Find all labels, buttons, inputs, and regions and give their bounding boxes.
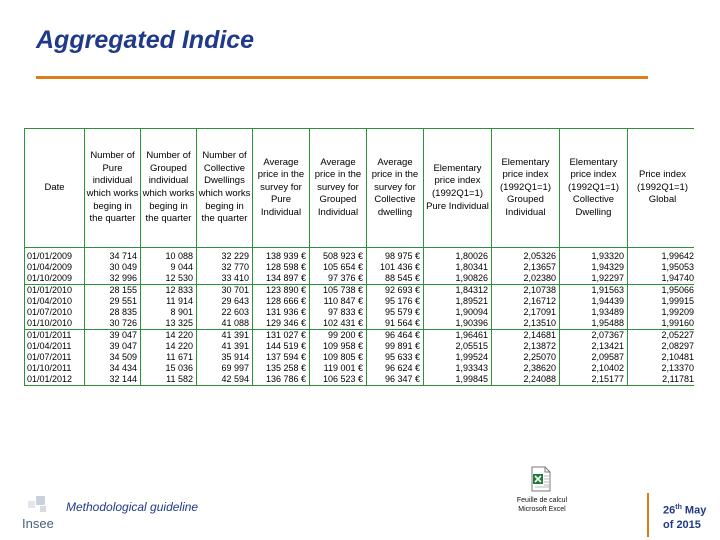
table-cell: 99 200 € xyxy=(310,330,367,342)
table-row xyxy=(25,307,695,318)
table-cell: 28 835 xyxy=(85,307,141,318)
table-cell: 2,10481 xyxy=(628,352,695,363)
table-cell: 102 431 € xyxy=(310,318,367,330)
table-header-row xyxy=(25,129,695,248)
table-cell: 69 997 xyxy=(197,363,253,374)
table-cell-date: 01/04/2009 xyxy=(25,262,85,273)
table-cell: 131 027 € xyxy=(253,330,310,342)
table-cell: 508 923 € xyxy=(310,248,367,263)
table-cell: 2,09587 xyxy=(560,352,628,363)
table-cell: 2,13510 xyxy=(492,318,560,330)
table-cell: 91 564 € xyxy=(367,318,424,330)
table-cell: 2,17091 xyxy=(492,307,560,318)
date-month: May xyxy=(681,504,707,517)
table-cell: 1,95066 xyxy=(628,285,695,297)
table-cell: 1,90396 xyxy=(424,318,492,330)
table-cell: 129 346 € xyxy=(253,318,310,330)
table-cell: 15 036 xyxy=(141,363,197,374)
table-row xyxy=(25,318,695,330)
table-cell: 2,16712 xyxy=(492,296,560,307)
table-cell: 30 726 xyxy=(85,318,141,330)
excel-file-icon[interactable] xyxy=(530,466,552,492)
table-cell: 109 805 € xyxy=(310,352,367,363)
table-row xyxy=(25,363,695,374)
table-cell: 101 436 € xyxy=(367,262,424,273)
table-cell: 39 047 xyxy=(85,341,141,352)
column-header: Average price in the survey for Pure Individual xyxy=(253,129,310,248)
table-cell: 106 523 € xyxy=(310,374,367,386)
table-cell: 2,10402 xyxy=(560,363,628,374)
date-box xyxy=(647,493,715,537)
table-cell: 96 347 € xyxy=(367,374,424,386)
table-cell: 1,95488 xyxy=(560,318,628,330)
table-cell-date: 01/01/2012 xyxy=(25,374,85,386)
table-cell: 41 088 xyxy=(197,318,253,330)
table-cell: 128 598 € xyxy=(253,262,310,273)
table-cell-date: 01/10/2011 xyxy=(25,363,85,374)
table-cell: 41 391 xyxy=(197,341,253,352)
table-cell: 1,80026 xyxy=(424,248,492,263)
footer-guideline: Methodological guideline xyxy=(66,500,199,514)
table-cell: 11 914 xyxy=(141,296,197,307)
table-row xyxy=(25,262,695,273)
table-cell: 88 545 € xyxy=(367,273,424,285)
table-cell: 14 220 xyxy=(141,341,197,352)
table-cell: 1,90826 xyxy=(424,273,492,285)
table-cell: 28 155 xyxy=(85,285,141,297)
table-cell: 1,99160 xyxy=(628,318,695,330)
table-cell: 29 643 xyxy=(197,296,253,307)
table-cell: 99 891 € xyxy=(367,341,424,352)
table-cell: 1,94439 xyxy=(560,296,628,307)
table-row xyxy=(25,374,695,386)
table-cell: 10 088 xyxy=(141,248,197,263)
table-cell: 1,99642 xyxy=(628,248,695,263)
table-cell-date: 01/01/2009 xyxy=(25,248,85,263)
title-underline xyxy=(36,76,648,79)
table-cell: 34 714 xyxy=(85,248,141,263)
table-cell: 1,89521 xyxy=(424,296,492,307)
table-cell-date: 01/10/2009 xyxy=(25,273,85,285)
table-cell: 110 847 € xyxy=(310,296,367,307)
table-row xyxy=(25,285,695,297)
table-cell: 2,07367 xyxy=(560,330,628,342)
table-cell: 42 594 xyxy=(197,374,253,386)
table-cell: 1,93343 xyxy=(424,363,492,374)
column-header: Number of Collective Dwellings which works beging in the quarter xyxy=(197,129,253,248)
table-cell: 34 434 xyxy=(85,363,141,374)
index-table-container xyxy=(24,128,694,414)
table-cell: 136 786 € xyxy=(253,374,310,386)
table-cell: 1,80341 xyxy=(424,262,492,273)
table-cell: 13 325 xyxy=(141,318,197,330)
table-cell-date: 01/07/2010 xyxy=(25,307,85,318)
table-cell: 1,84312 xyxy=(424,285,492,297)
table-cell: 14 220 xyxy=(141,330,197,342)
table-body xyxy=(25,248,695,386)
table-cell-date: 01/01/2011 xyxy=(25,330,85,342)
table-cell: 95 633 € xyxy=(367,352,424,363)
excel-caption-line2: Microsoft Excel xyxy=(518,506,566,513)
table-cell: 22 603 xyxy=(197,307,253,318)
table-cell-date: 01/04/2010 xyxy=(25,296,85,307)
table-cell: 1,92297 xyxy=(560,273,628,285)
table-cell: 95 579 € xyxy=(367,307,424,318)
table-cell: 92 693 € xyxy=(367,285,424,297)
table-cell: 1,99845 xyxy=(424,374,492,386)
table-cell: 32 229 xyxy=(197,248,253,263)
table-cell: 137 594 € xyxy=(253,352,310,363)
column-header: Elementary price index (1992Q1=1) Pure Individual xyxy=(424,129,492,248)
table-cell: 2,38620 xyxy=(492,363,560,374)
column-header: Price index (1992Q1=1) Global xyxy=(628,129,695,248)
page-title: Aggregated Indice xyxy=(36,26,255,54)
table-cell: 2,05515 xyxy=(424,341,492,352)
table-cell: 9 044 xyxy=(141,262,197,273)
table-cell: 12 530 xyxy=(141,273,197,285)
table-cell: 32 144 xyxy=(85,374,141,386)
table-cell: 1,90094 xyxy=(424,307,492,318)
table-cell: 1,99209 xyxy=(628,307,695,318)
table-cell: 128 666 € xyxy=(253,296,310,307)
table-cell-date: 01/01/2010 xyxy=(25,285,85,297)
date-year: of 2015 xyxy=(663,518,701,531)
aggregated-index-table xyxy=(24,128,694,386)
table-cell: 39 047 xyxy=(85,330,141,342)
date-day: 26 xyxy=(663,504,676,517)
table-cell: 96 624 € xyxy=(367,363,424,374)
table-cell: 1,94329 xyxy=(560,262,628,273)
footer-date xyxy=(663,501,706,532)
table-cell: 2,05326 xyxy=(492,248,560,263)
table-cell: 134 897 € xyxy=(253,273,310,285)
table-cell: 2,25070 xyxy=(492,352,560,363)
table-cell: 119 001 € xyxy=(310,363,367,374)
table-cell-date: 01/10/2010 xyxy=(25,318,85,330)
table-cell: 11 671 xyxy=(141,352,197,363)
table-cell: 97 833 € xyxy=(310,307,367,318)
table-cell: 1,99524 xyxy=(424,352,492,363)
table-cell: 32 770 xyxy=(197,262,253,273)
excel-caption-line1: Feuille de calcul xyxy=(516,497,568,504)
column-header: Elementary price index (1992Q1=1) Collective Dwelling xyxy=(560,129,628,248)
table-row xyxy=(25,273,695,285)
table-cell: 30 701 xyxy=(197,285,253,297)
table-cell: 35 914 xyxy=(197,352,253,363)
table-cell: 2,13872 xyxy=(492,341,560,352)
table-cell-date: 01/04/2011 xyxy=(25,341,85,352)
table-cell: 34 509 xyxy=(85,352,141,363)
table-cell: 97 376 € xyxy=(310,273,367,285)
column-header: Average price in the survey for Collective dwelling xyxy=(367,129,424,248)
table-cell: 2,05227 xyxy=(628,330,695,342)
table-cell: 30 049 xyxy=(85,262,141,273)
table-cell: 123 890 € xyxy=(253,285,310,297)
table-cell: 1,93320 xyxy=(560,248,628,263)
table-cell: 96 464 € xyxy=(367,330,424,342)
column-header: Elementary price index (1992Q1=1) Grouped Individual xyxy=(492,129,560,248)
table-cell: 131 936 € xyxy=(253,307,310,318)
table-cell: 98 975 € xyxy=(367,248,424,263)
table-row xyxy=(25,330,695,342)
table-cell: 32 996 xyxy=(85,273,141,285)
table-cell: 2,02380 xyxy=(492,273,560,285)
column-header: Number of Pure individual which works beging in the quarter xyxy=(85,129,141,248)
table-cell: 105 738 € xyxy=(310,285,367,297)
table-cell: 95 176 € xyxy=(367,296,424,307)
table-cell: 2,13421 xyxy=(560,341,628,352)
table-row xyxy=(25,296,695,307)
table-cell: 2,10738 xyxy=(492,285,560,297)
table-cell: 138 939 € xyxy=(253,248,310,263)
table-row xyxy=(25,352,695,363)
table-row xyxy=(25,248,695,263)
table-cell: 135 258 € xyxy=(253,363,310,374)
table-cell: 1,91563 xyxy=(560,285,628,297)
table-row xyxy=(25,341,695,352)
table-cell: 2,11781 xyxy=(628,374,695,386)
table-cell: 2,08297 xyxy=(628,341,695,352)
column-header: Average price in the survey for Grouped Individual xyxy=(310,129,367,248)
table-cell: 105 654 € xyxy=(310,262,367,273)
table-cell: 1,95053 xyxy=(628,262,695,273)
table-cell: 1,99915 xyxy=(628,296,695,307)
insee-logo-text: Insee xyxy=(22,516,54,531)
column-header-date: Date xyxy=(25,129,85,248)
table-cell: 33 410 xyxy=(197,273,253,285)
table-cell: 2,13657 xyxy=(492,262,560,273)
table-cell-date: 01/07/2011 xyxy=(25,352,85,363)
table-cell: 2,15177 xyxy=(560,374,628,386)
table-cell: 12 833 xyxy=(141,285,197,297)
date-suffix: th xyxy=(675,504,682,511)
insee-logo xyxy=(20,494,66,534)
table-cell: 11 582 xyxy=(141,374,197,386)
table-cell: 41 391 xyxy=(197,330,253,342)
table-cell: 29 551 xyxy=(85,296,141,307)
table-cell: 1,93489 xyxy=(560,307,628,318)
table-cell: 8 901 xyxy=(141,307,197,318)
excel-caption xyxy=(492,496,592,514)
table-cell: 1,96461 xyxy=(424,330,492,342)
table-cell: 2,13370 xyxy=(628,363,695,374)
table-cell: 2,24088 xyxy=(492,374,560,386)
table-cell: 2,14681 xyxy=(492,330,560,342)
table-cell: 144 519 € xyxy=(253,341,310,352)
table-cell: 1,94740 xyxy=(628,273,695,285)
table-cell: 109 958 € xyxy=(310,341,367,352)
column-header: Number of Grouped individual which works beging in the quarter xyxy=(141,129,197,248)
